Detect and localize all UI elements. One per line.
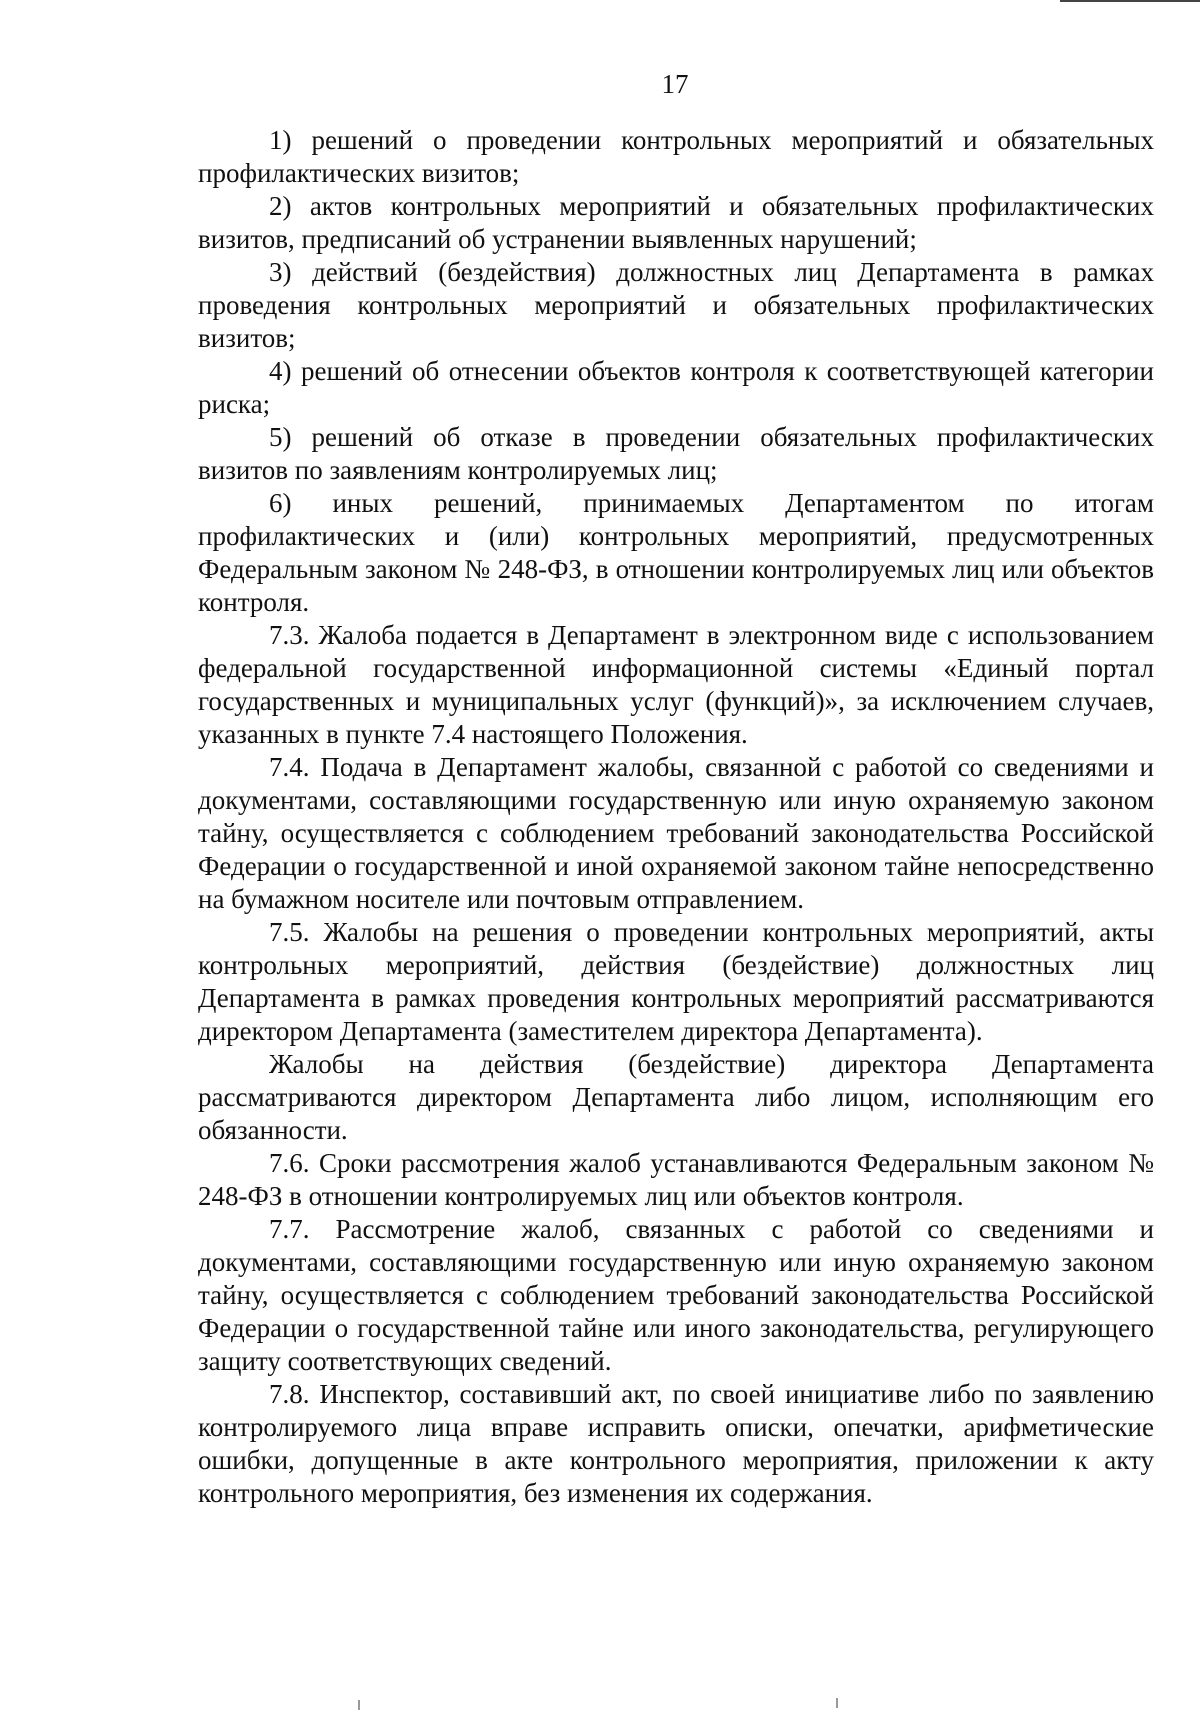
paragraph: 2) актов контрольных мероприятий и обязательных профилактических визитов, предписаний об устранении выявленных нарушений; [198,191,1154,254]
paragraph: 1) решений о проведении контрольных мероприятий и обязательных профилактических визитов; [198,125,1154,188]
paragraph: 7.4. Подача в Департамент жалобы, связанной с работой со сведениями и документами, составляющими государственную или иную охраняемую законом тайну, осуществляется с соблюдением требований законодательства Российской Федерации о государственной и иной охраняемой законом тайне непосредственно на бумажном носителе или почтовым отправлением. [198,752,1154,914]
scan-speck [358,1700,360,1710]
paragraph: 4) решений об отнесении объектов контроля к соответствующей категории риска; [198,356,1154,419]
paragraph: 3) действий (бездействия) должностных лиц Департамента в рамках проведения контрольных мероприятий и обязательных профилактических визитов; [198,257,1154,353]
paragraph: 7.7. Рассмотрение жалоб, связанных с работой со сведениями и документами, составляющими государственную или иную охраняемую законом тайну, осуществляется с соблюдением требований законодательства Российской Федерации о государственной тайне или иного законодательства, регулирующего защиту соответствующих сведений. [198,1214,1154,1376]
paragraph: 7.6. Сроки рассмотрения жалоб устанавливаются Федеральным законом № 248-ФЗ в отношении контролируемых лиц или объектов контроля. [198,1148,1154,1211]
scan-speck [836,1698,838,1708]
paragraph: 6) иных решений, принимаемых Департаментом по итогам профилактических и (или) контрольных мероприятий, предусмотренных Федеральным законом № 248-ФЗ, в отношении контролируемых лиц или объектов контроля. [198,488,1154,617]
paragraph: 7.8. Инспектор, составивший акт, по своей инициативе либо по заявлению контролируемого лица вправе исправить описки, опечатки, арифметические ошибки, допущенные в акте контрольного мероприятия, приложении к акту контрольного мероприятия, без изменения их содержания. [198,1379,1154,1508]
paragraph: 7.5. Жалобы на решения о проведении контрольных мероприятий, акты контрольных мероприятий, действия (бездействие) должностных лиц Департамента в рамках проведения контрольных мероприятий рассматриваются директором Департамента (заместителем директора Департамента). [198,917,1154,1046]
document-body [198,124,1154,1510]
paragraph: Жалобы на действия (бездействие) директора Департамента рассматриваются директором Департамента либо лицом, исполняющим его обязанности. [198,1049,1154,1145]
paragraph: 7.3. Жалоба подается в Департамент в электронном виде с использованием федеральной государственной информационной системы «Единый портал государственных и муниципальных услуг (функций)», за исключением случаев, указанных в пункте 7.4 настоящего Положения. [198,620,1154,749]
paragraph: 5) решений об отказе в проведении обязательных профилактических визитов по заявлениям контролируемых лиц; [198,422,1154,485]
page-number: 17 [661,69,689,99]
scan-edge-line [1060,0,1200,2]
